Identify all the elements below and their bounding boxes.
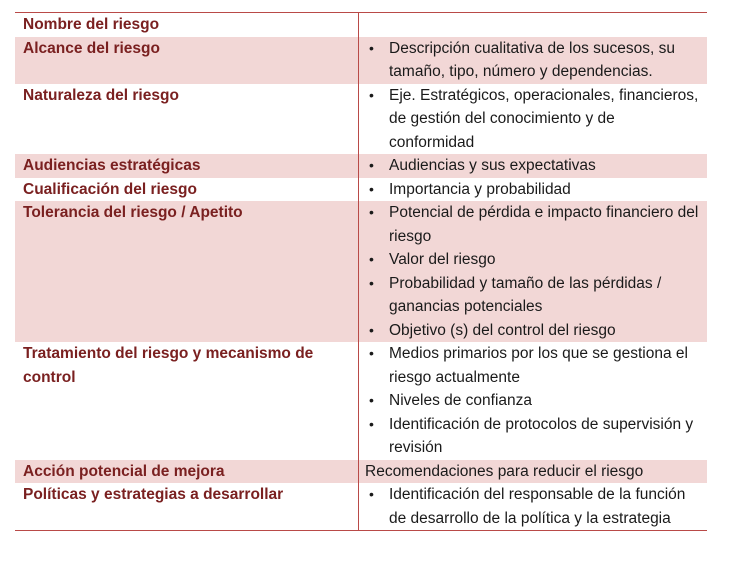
risk-table — [15, 12, 707, 531]
bullet-icon: • — [369, 345, 374, 361]
table-row-nombre — [15, 13, 707, 37]
row-label: Acción potencial de mejora — [15, 460, 359, 484]
row-label: Cualificación del riesgo — [15, 178, 359, 202]
table-row-audiencias — [15, 154, 707, 178]
table-row-tolerancia — [15, 201, 707, 342]
table-row-naturaleza — [15, 84, 707, 155]
table-row-alcance — [15, 37, 707, 84]
bullet-icon: • — [369, 251, 374, 267]
list-item: • Potencial de pérdida e impacto financiero del riesgo — [365, 201, 701, 248]
list-item: • Eje. Estratégicos, operacionales, financieros, de gestión del conocimiento y de conformidad — [365, 84, 701, 155]
list-item: • Identificación del responsable de la función de desarrollo de la política y la estrategia — [365, 483, 701, 530]
bullet-icon: • — [369, 321, 374, 338]
table-row-cualificacion — [15, 178, 707, 202]
row-label: Políticas y estrategias a desarrollar — [15, 483, 359, 531]
bullet-icon: • — [369, 392, 374, 408]
bullet-icon: • — [369, 415, 374, 432]
bullet-icon: • — [369, 86, 374, 103]
row-content-empty — [359, 13, 708, 37]
row-label: Nombre del riesgo — [15, 13, 359, 37]
bullet-icon: • — [369, 204, 374, 220]
list-item: • Medios primarios por los que se gestiona el riesgo actualmente — [365, 342, 701, 389]
row-content — [359, 178, 708, 202]
list-item: • Identificación de protocolos de supervisión y revisión — [365, 413, 701, 460]
row-label: Audiencias estratégicas — [15, 154, 359, 178]
row-content — [359, 37, 708, 84]
row-content — [359, 342, 708, 460]
bullet-icon: • — [369, 274, 374, 291]
row-content — [359, 84, 708, 155]
row-content — [359, 483, 708, 531]
list-item: • Descripción cualitativa de los sucesos, su tamaño, tipo, número y dependencias. — [365, 37, 701, 84]
table-row-accion — [15, 460, 707, 484]
bullet-icon: • — [369, 180, 374, 197]
row-content: Recomendaciones para reducir el riesgo — [359, 460, 708, 484]
row-label: Tratamiento del riesgo y mecanismo de control — [15, 342, 359, 460]
row-content — [359, 154, 708, 178]
list-item: • Objetivo (s) del control del riesgo — [365, 319, 701, 343]
list-item: • Audiencias y sus expectativas — [365, 154, 701, 178]
bullet-icon: • — [369, 157, 374, 173]
list-item: • Niveles de confianza — [365, 389, 701, 413]
bullet-icon: • — [369, 39, 374, 56]
row-content — [359, 201, 708, 342]
table-row-politicas — [15, 483, 707, 531]
row-label: Naturaleza del riesgo — [15, 84, 359, 155]
row-label: Tolerancia del riesgo / Apetito — [15, 201, 359, 342]
table-row-tratamiento — [15, 342, 707, 460]
row-label: Alcance del riesgo — [15, 37, 359, 84]
bullet-icon: • — [369, 486, 374, 502]
list-item: • Valor del riesgo — [365, 248, 701, 272]
list-item: • Importancia y probabilidad — [365, 178, 701, 202]
list-item: • Probabilidad y tamaño de las pérdidas / ganancias potenciales — [365, 272, 701, 319]
